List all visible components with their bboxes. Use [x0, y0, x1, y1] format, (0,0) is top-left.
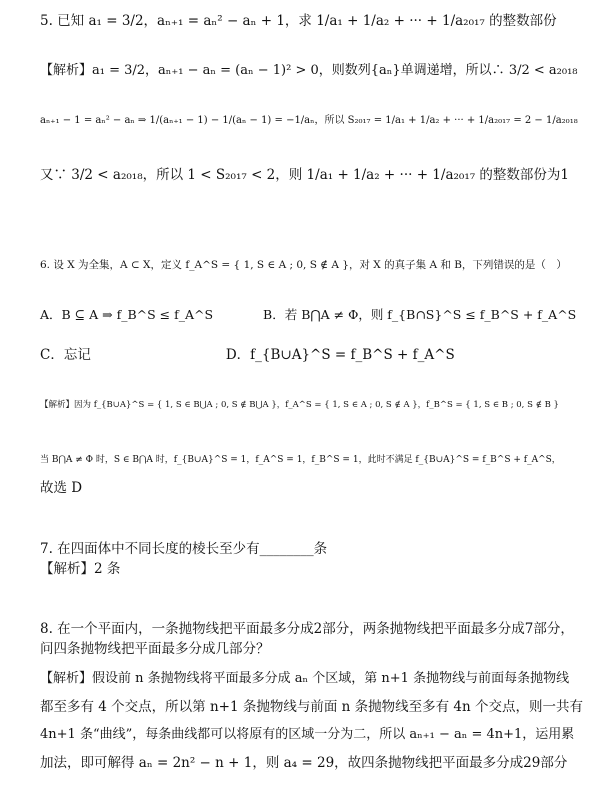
q6-question: 6. 设 X 为全集，A ⊂ X，定义 f_A^S = { 1, S ∈ A ; 0, S ∉ A }，对 X 的真子集 A 和 B，下列错误的是（ ）: [40, 259, 567, 271]
q8-question-line1: 8. 在一个平面内，一条抛物线把平面最多分成2部分，两条抛物线把平面最多分成7部分，: [40, 621, 574, 637]
q6-analysis-line1: 【解析】因为 f_{B∪A}^S = { 1, S ∈ B⋃A ; 0, S ∉ B⋃A }，f_A^S = { 1, S ∈ A ; 0, S ∉ A }，f_B^S = { 1, S ∈ B ; 0, S ∉ B }: [40, 400, 559, 410]
q5-analysis-line1: 【解析】a₁ = 3/2，aₙ₊₁ − aₙ = (aₙ − 1)² > 0，则数列{aₙ}单调递增，所以∴ 3/2 < a₂₀₁₈: [40, 63, 578, 78]
q8-analysis-line4: 加法，即可解得 aₙ = 2n² − n + 1，则 a₄ = 29，故四条抛物线把平面最多分成29部分: [40, 755, 568, 771]
q8-question-line2: 问四条抛物线把平面最多分成几部分？: [40, 641, 270, 657]
q6-analysis-line2: 当 B⋂A ≠ Φ 时，S ∈ B⋂A 时，f_{B∪A}^S = 1，f_A^S = 1，f_B^S = 1，此时不满足 f_{B∪A}^S = f_B^S + f_A^S，: [40, 455, 561, 465]
q8-analysis-line1: 【解析】假设前 n 条抛物线将平面最多分成 aₙ 个区域，第 n+1 条抛物线与前面每条抛物线: [40, 671, 570, 686]
q6-options-ab: A．B ⊆ A ⇒ f_B^S ≤ f_A^S B．若 B⋂A ≠ Φ，则 f_{B∩S}^S ≤ f_B^S + f_A^S: [40, 307, 577, 322]
q5-question: 5. 已知 a₁ = 3/2，aₙ₊₁ = aₙ² − aₙ + 1，求 1/a₁ + 1/a₂ + ··· + 1/a₂₀₁₇ 的整数部份: [40, 13, 557, 29]
q7-analysis: 【解析】2 条: [40, 561, 121, 577]
q6-analysis-line3: 故选 D: [40, 480, 83, 496]
q5-analysis-line2: aₙ₊₁ − 1 = aₙ² − aₙ ⇒ 1/(aₙ₊₁ − 1) − 1/(aₙ − 1) = −1/aₙ，所以 S₂₀₁₇ = 1/a₁ + 1/a₂ + ··· + 1/a₂₀₁₇ = 2 − 1/a₂₀₁₈: [40, 115, 578, 126]
q8-analysis-line2: 都至多有 4 个交点，所以第 n+1 条抛物线与前面 n 条抛物线至多有 4n 个交点，则一共有: [40, 699, 583, 715]
q8-analysis-line3: 4n+1 条“曲线”，每条曲线都可以将原有的区域一分为二，所以 aₙ₊₁ − aₙ = 4n+1，运用累: [40, 727, 575, 742]
q5-analysis-line3: 又∵ 3/2 < a₂₀₁₈，所以 1 < S₂₀₁₇ < 2，则 1/a₁ + 1/a₂ + ··· + 1/a₂₀₁₇ 的整数部份为1: [40, 167, 570, 183]
q7-question: 7. 在四面体中不同长度的棱长至少有________条: [40, 541, 328, 557]
q6-options-cd: C．忘记 D．f_{B∪A}^S = f_B^S + f_A^S: [40, 347, 455, 363]
